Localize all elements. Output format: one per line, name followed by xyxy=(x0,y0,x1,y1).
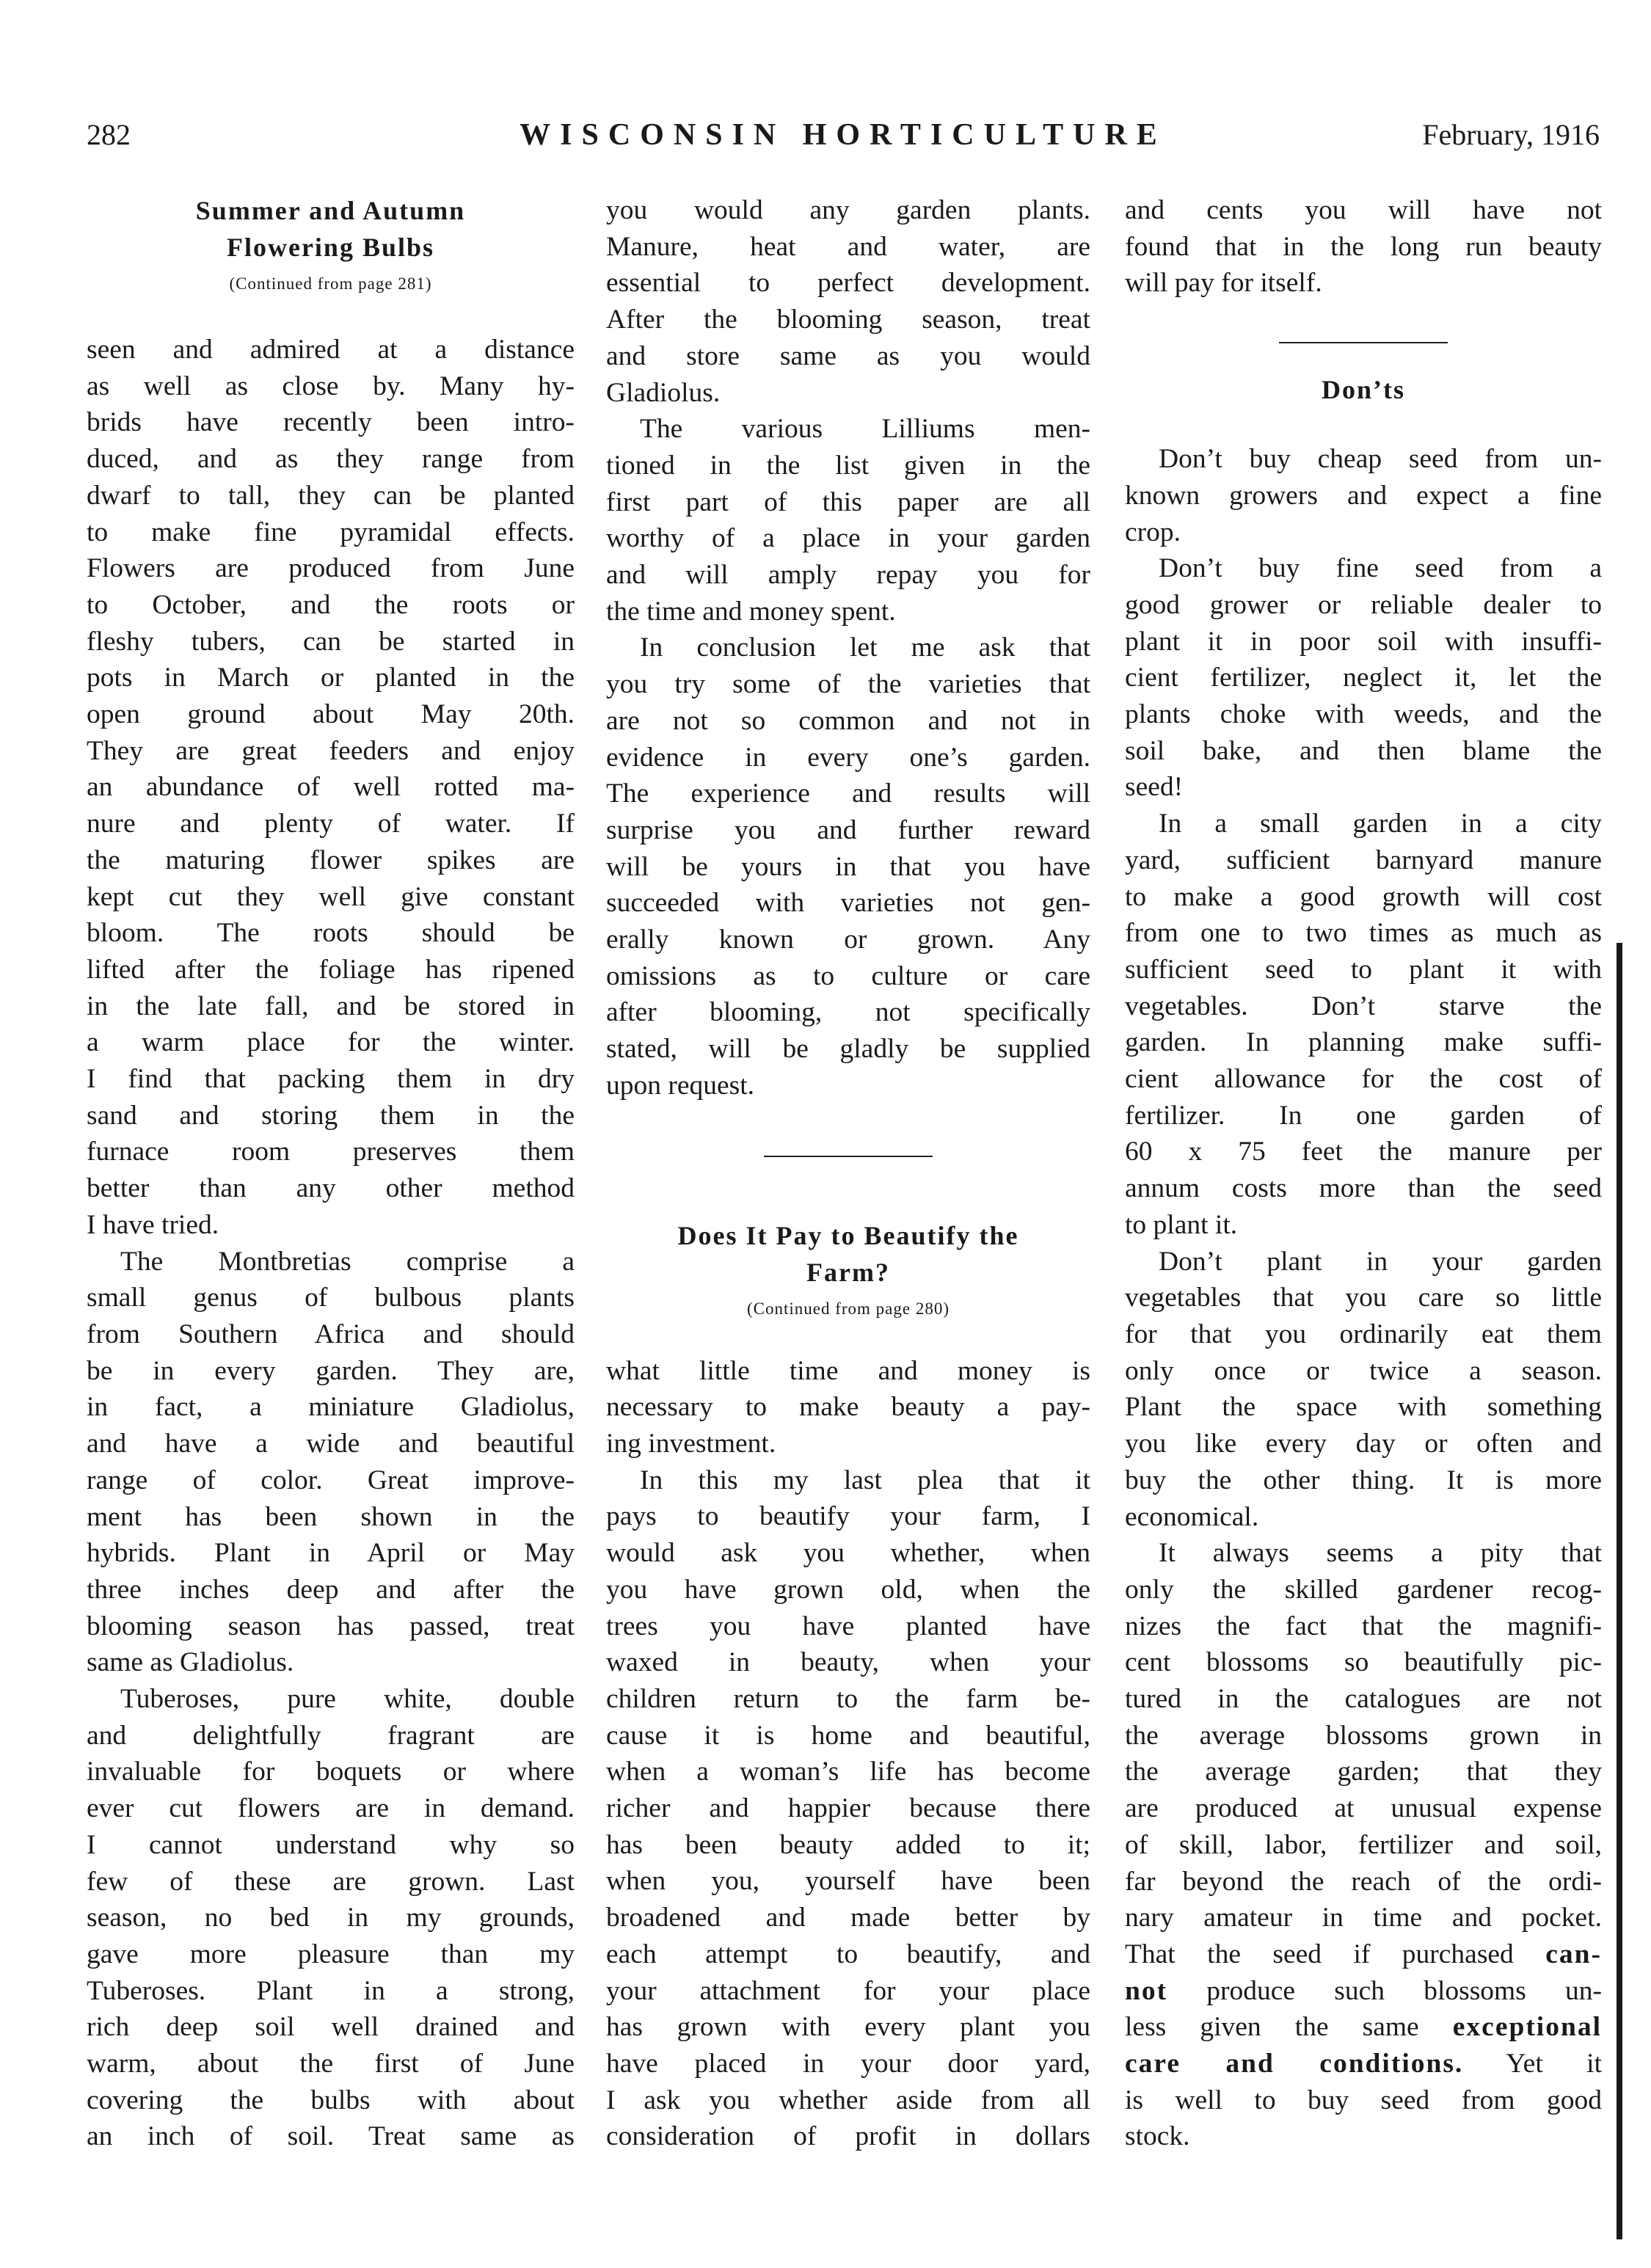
column-2 xyxy=(606,192,1090,2155)
text-line: Tuberoses, pure white, double xyxy=(120,1684,575,1715)
text-line: would ask you whether, when xyxy=(606,1538,1090,1569)
text-line: Flowers are produced from June xyxy=(87,553,575,584)
text-line: in fact, a miniature Gladiolus, xyxy=(87,1392,575,1423)
text-line: ment has been shown in the xyxy=(87,1501,575,1532)
text-line: to October, and the roots or xyxy=(87,589,575,620)
text-line: invaluable for boquets or where xyxy=(87,1757,575,1787)
text-line: plants choke with weeds, and the xyxy=(1125,699,1602,730)
text-line: are not so common and not in xyxy=(606,705,1090,736)
text-line: seed! xyxy=(1125,772,1184,803)
text-line xyxy=(1125,2046,1602,2082)
text-line: the time and money spent. xyxy=(606,596,896,627)
text-line: and store same as you would xyxy=(606,340,1090,371)
text-line: sufficient seed to plant it with xyxy=(1125,954,1602,985)
page-number: 282 xyxy=(87,118,131,151)
text-line: yard, sufficient barnyard manure xyxy=(1125,845,1602,875)
text-line: duced, and as they range from xyxy=(87,444,575,475)
spacer xyxy=(606,1157,1090,1217)
text-line: brids have recently been intro- xyxy=(87,407,575,438)
text-line: trees you have planted have xyxy=(606,1611,1090,1641)
emphasis-text: not xyxy=(1125,1975,1168,2006)
text-line: Don’t buy cheap seed from un- xyxy=(1159,444,1602,475)
text-line: known growers and expect a fine xyxy=(1125,480,1602,511)
text-line: to plant it. xyxy=(1125,1209,1238,1240)
text-line: erally known or grown. Any xyxy=(606,925,1090,955)
text-line: be in every garden. They are, xyxy=(87,1355,575,1386)
text-line: have placed in your door yard, xyxy=(606,2048,1090,2079)
emphasis-text: exceptional xyxy=(1452,2012,1603,2043)
emphasis-text: care and conditions. xyxy=(1125,2049,1464,2079)
text-line: nure and plenty of water. If xyxy=(87,809,575,839)
text-line: cient fertilizer, neglect it, let the xyxy=(1125,663,1602,693)
text-line: buy the other thing. It is more xyxy=(1125,1465,1602,1495)
text-line: a warm place for the winter. xyxy=(87,1027,575,1058)
text-line: found that in the long run beauty xyxy=(1125,231,1602,262)
text-line: Gladiolus. xyxy=(606,377,721,408)
text-line: pots in March or planted in the xyxy=(87,663,575,693)
text-line: and delightfully fragrant are xyxy=(87,1720,575,1751)
section-title-line: Summer and Autumn xyxy=(195,196,466,225)
text-line: children return to the farm be- xyxy=(606,1683,1090,1714)
text-line: open ground about May 20th. xyxy=(87,699,575,730)
text-line: Manure, heat and water, are xyxy=(606,231,1090,262)
text-line: necessary to make beauty a pay- xyxy=(606,1392,1090,1423)
text-line: small genus of bulbous plants xyxy=(87,1283,575,1313)
text-line: ever cut flowers are in demand. xyxy=(87,1793,575,1824)
text-line: fleshy tubers, can be started in xyxy=(87,626,575,657)
text-line: gave more pleasure than my xyxy=(87,1939,575,1969)
spacer xyxy=(87,295,575,332)
text-line: sand and storing them in the xyxy=(87,1100,575,1131)
text-line: and have a wide and beautiful xyxy=(87,1429,575,1459)
text-line: omissions as to culture or care xyxy=(606,960,1090,991)
text-line: I find that packing them in dry xyxy=(87,1064,575,1095)
text-line: seen and admired at a distance xyxy=(87,335,575,365)
text-line: blooming season has passed, treat xyxy=(87,1611,575,1641)
text-span: That the seed if purchased xyxy=(1125,1939,1514,1969)
text-line: few of these are grown. Last xyxy=(87,1866,575,1897)
text-line: only once or twice a season. xyxy=(1125,1355,1602,1386)
text-line: vegetables. Don’t starve the xyxy=(1125,991,1602,1021)
text-line: stock. xyxy=(1125,2121,1190,2152)
text-line: pays to beautify your farm, I xyxy=(606,1501,1090,1532)
text-line: cent blossoms so beautifully pic- xyxy=(1125,1647,1602,1678)
spacer xyxy=(1125,408,1602,441)
text-line: surprise you and further reward xyxy=(606,814,1090,845)
text-line xyxy=(1125,1936,1602,1973)
text-line: when a woman’s life has become xyxy=(606,1757,1090,1787)
text-line: hybrids. Plant in April or May xyxy=(87,1538,575,1569)
text-line: I ask you whether aside from all xyxy=(606,2085,1090,2115)
text-line: soil bake, and then blame the xyxy=(1125,735,1602,766)
text-line: 60 x 75 feet the manure per xyxy=(1125,1137,1602,1167)
text-line: economical. xyxy=(1125,1501,1259,1532)
section-title-beautify xyxy=(606,1217,1090,1291)
text-line: succeeded with varieties not gen- xyxy=(606,888,1090,919)
text-line: from one to two times as much as xyxy=(1125,918,1602,949)
text-line: and will amply repay you for xyxy=(606,560,1090,591)
text-line: three inches deep and after the xyxy=(87,1574,575,1605)
spacer xyxy=(606,1320,1090,1353)
text-line: better than any other method xyxy=(87,1173,575,1204)
text-line: furnace room preserves them xyxy=(87,1137,575,1167)
journal-title: WISCONSIN HORTICULTURE xyxy=(520,118,1167,152)
text-line: from Southern Africa and should xyxy=(87,1319,575,1349)
text-line: covering the bulbs with about xyxy=(87,2085,575,2115)
text-line: It always seems a pity that xyxy=(1159,1538,1602,1569)
text-line: crop. xyxy=(1125,517,1181,547)
section-title-donts: Don’ts xyxy=(1321,375,1405,405)
text-line: what little time and money is xyxy=(606,1355,1090,1386)
text-line: upon request. xyxy=(606,1070,755,1101)
continued-note: (Continued from page 280) xyxy=(746,1299,950,1318)
text-line: range of color. Great improve- xyxy=(87,1465,575,1495)
text-line: season, no bed in my grounds, xyxy=(87,1903,575,1933)
text-line: has been beauty added to it; xyxy=(606,1829,1090,1860)
text-line: your attachment for your place xyxy=(606,1975,1090,2006)
article-body xyxy=(1125,192,1602,302)
text-line: The Montbretias comprise a xyxy=(120,1246,575,1277)
continued-note: (Continued from page 281) xyxy=(229,274,432,293)
text-line: each attempt to beautify, and xyxy=(606,1939,1090,1969)
issue-date: February, 1916 xyxy=(1422,118,1600,151)
text-line: after blooming, not specifically xyxy=(606,997,1090,1028)
text-line: nizes the fact that the magnifi- xyxy=(1125,1611,1602,1641)
text-line: first part of this paper are all xyxy=(606,486,1090,517)
text-line: is well to buy seed from good xyxy=(1125,2085,1602,2115)
text-line: In this my last plea that it xyxy=(640,1465,1090,1495)
text-line: In a small garden in a city xyxy=(1159,809,1602,839)
spacer xyxy=(606,1104,1090,1156)
text-line: an abundance of well rotted ma- xyxy=(87,772,575,803)
text-line: to make fine pyramidal effects. xyxy=(87,517,575,547)
section-title-line: Does It Pay to Beautify the xyxy=(677,1220,1019,1250)
text-line: consideration of profit in dollars xyxy=(606,2121,1090,2152)
text-line: rich deep soil well drained and xyxy=(87,2012,575,2043)
text-line: bloom. The roots should be xyxy=(87,918,575,949)
text-line: vegetables that you care so little xyxy=(1125,1283,1602,1313)
page-header xyxy=(87,117,1600,161)
text-line: in the late fall, and be stored in xyxy=(87,991,575,1021)
text-line: good grower or reliable dealer to xyxy=(1125,589,1602,620)
text-span: less given the same xyxy=(1125,2012,1419,2043)
text-line: tioned in the list given in the xyxy=(606,450,1090,481)
text-line: tured in the catalogues are not xyxy=(1125,1684,1602,1715)
text-line: I have tried. xyxy=(87,1209,219,1240)
text-line: Don’t buy fine seed from a xyxy=(1159,553,1602,584)
text-line: The experience and results will xyxy=(606,779,1090,809)
text-line: richer and happier because there xyxy=(606,1793,1090,1824)
margin-rule xyxy=(1617,943,1622,2239)
text-line: an inch of soil. Treat same as xyxy=(87,2121,575,2152)
text-line: the average garden; that they xyxy=(1125,1757,1602,1787)
text-line: the average blossoms grown in xyxy=(1125,1720,1602,1751)
column-1 xyxy=(87,192,575,2155)
text-line: you would any garden plants. xyxy=(606,195,1090,225)
text-line xyxy=(1125,2009,1602,2046)
text-line: and cents you will have not xyxy=(1125,195,1602,225)
spacer xyxy=(1125,302,1602,342)
text-line: are produced at unusual expense xyxy=(1125,1793,1602,1824)
text-line: the maturing flower spikes are xyxy=(87,845,575,875)
text-line: broadened and made better by xyxy=(606,1903,1090,1933)
text-line: The various Lilliums men- xyxy=(640,414,1090,445)
text-line: stated, will be gladly be supplied xyxy=(606,1034,1090,1065)
text-line: cause it is home and beautiful, xyxy=(606,1720,1090,1751)
text-line: has grown with every plant you xyxy=(606,2012,1090,2043)
text-line: waxed in beauty, when your xyxy=(606,1647,1090,1678)
text-line: when you, yourself have been xyxy=(606,1866,1090,1897)
text-line: Don’t plant in your garden xyxy=(1159,1246,1602,1277)
text-line: I cannot understand why so xyxy=(87,1829,575,1860)
text-line xyxy=(1125,1973,1602,2010)
text-line: cient allowance for the cost of xyxy=(1125,1064,1602,1095)
text-line: ing investment. xyxy=(606,1428,776,1459)
article-body xyxy=(87,332,575,2155)
text-span: produce such blossoms un- xyxy=(1206,1975,1603,2006)
article-body xyxy=(1125,441,1602,2155)
text-line: as well as close by. Many hy- xyxy=(87,371,575,401)
text-line: same as Gladiolus. xyxy=(87,1647,294,1678)
article-body xyxy=(606,1353,1090,2155)
article-body xyxy=(606,192,1090,1104)
text-line: In conclusion let me ask that xyxy=(640,632,1090,663)
text-line: will be yours in that you have xyxy=(606,851,1090,882)
text-span: Yet it xyxy=(1506,2049,1602,2079)
emphasis-text: can- xyxy=(1545,1939,1602,1969)
text-line: annum costs more than the seed xyxy=(1125,1173,1602,1204)
text-line: garden. In planning make suffi- xyxy=(1125,1027,1602,1058)
text-line: essential to perfect development. xyxy=(606,268,1090,299)
spacer xyxy=(1125,343,1602,371)
text-line: for that you ordinarily eat them xyxy=(1125,1319,1602,1349)
text-line: will pay for itself. xyxy=(1125,268,1322,299)
text-line: you try some of the varieties that xyxy=(606,669,1090,700)
text-line: worthy of a place in your garden xyxy=(606,523,1090,554)
text-line: kept cut they well give constant xyxy=(87,881,575,912)
text-line: dwarf to tall, they can be planted xyxy=(87,480,575,511)
text-line: nary amateur in time and pocket. xyxy=(1125,1903,1602,1933)
text-line: lifted after the foliage has ripened xyxy=(87,954,575,985)
text-line: evidence in every one’s garden. xyxy=(606,742,1090,773)
text-line: fertilizer. In one garden of xyxy=(1125,1100,1602,1131)
text-line: Plant the space with something xyxy=(1125,1392,1602,1423)
text-line: They are great feeders and enjoy xyxy=(87,735,575,766)
text-line: you have grown old, when the xyxy=(606,1574,1090,1605)
text-line: to make a good growth will cost xyxy=(1125,881,1602,912)
text-line: far beyond the reach of the ordi- xyxy=(1125,1866,1602,1897)
section-title-bulbs xyxy=(87,192,575,266)
text-line: Tuberoses. Plant in a strong, xyxy=(87,1975,575,2006)
text-line: warm, about the first of June xyxy=(87,2049,575,2079)
section-title-line: Farm? xyxy=(806,1257,890,1287)
column-3 xyxy=(1125,192,1602,2155)
section-title-line: Flowering Bulbs xyxy=(226,233,435,262)
text-line: only the skilled gardener recog- xyxy=(1125,1574,1602,1605)
text-line: of skill, labor, fertilizer and soil, xyxy=(1125,1829,1602,1860)
text-line: plant it in poor soil with insuffi- xyxy=(1125,626,1602,657)
text-line: you like every day or often and xyxy=(1125,1429,1602,1459)
text-line: After the blooming season, treat xyxy=(606,305,1090,335)
